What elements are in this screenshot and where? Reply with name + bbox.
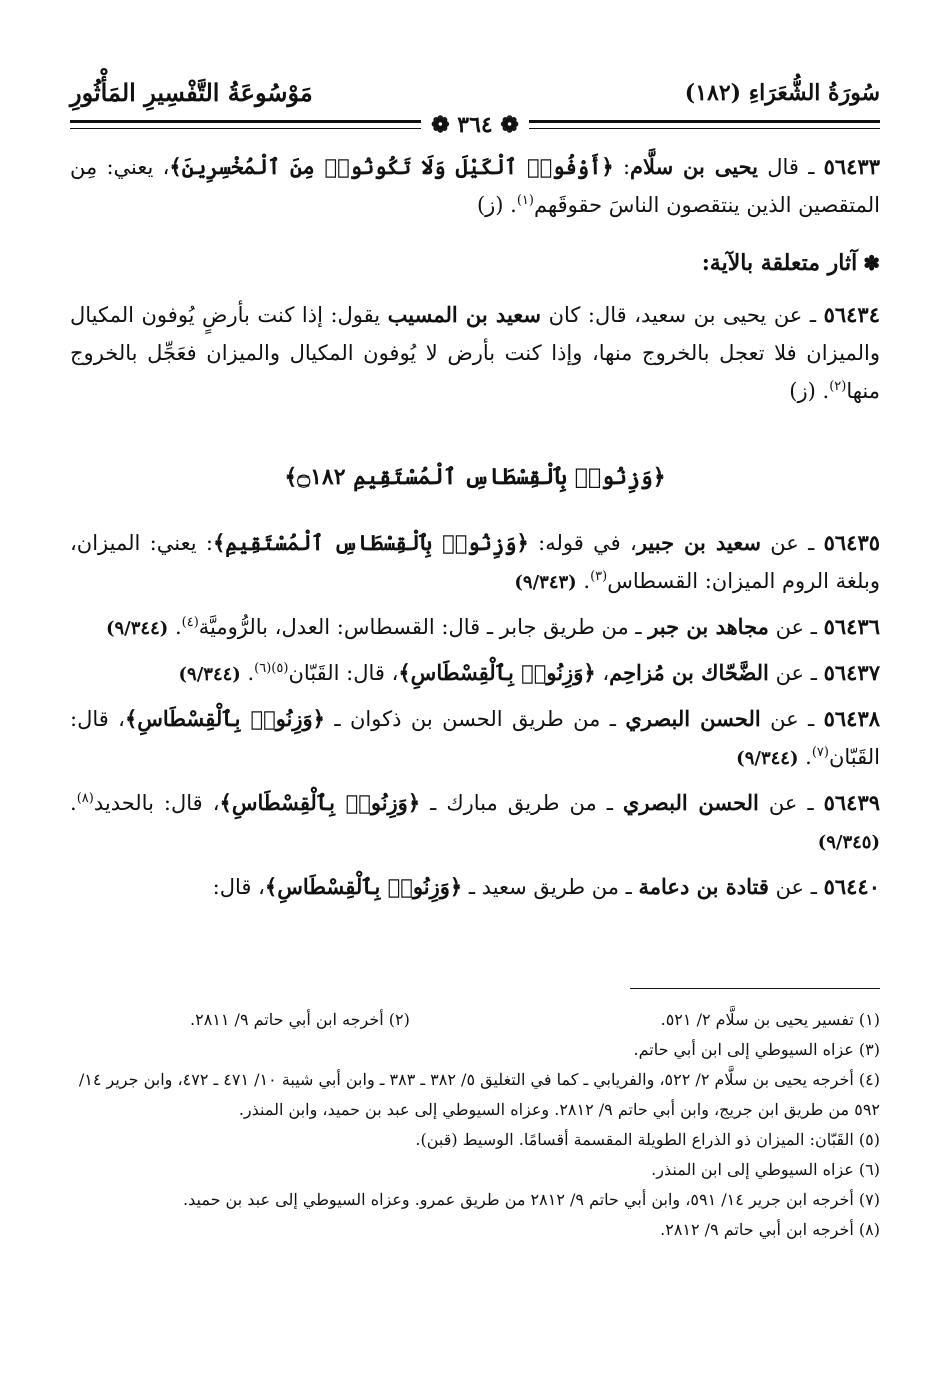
footnote-separator [630, 988, 880, 989]
entry-5434 [70, 296, 880, 410]
footnote-6: (٦) عزاه السيوطي إلى ابن المنذر. [651, 1160, 880, 1179]
entry-text: ـ عن [760, 531, 824, 555]
quran-quote: ﴿وَزِنُوا۟ بِٱلْقِسْطَاسِ﴾ [219, 790, 421, 815]
volume-reference: (٩/٣٤٥) [817, 832, 880, 853]
entry-text: . [576, 569, 591, 593]
entry-text: ـ من طريق سعيد ـ [462, 875, 639, 899]
entry-5435 [70, 524, 880, 602]
footnote-4: (٤) أخرجه يحيى بن سلَّام ٢/ ٥٢٢، والفريابي ـ كما في التغليق ٥/ ٣٨٢ ـ ٣٨٣ ـ وابن أبي شيبة ١٠/ ٤٧١ ـ ٤٧٢، وابن جرير ١٤/ ٥٩٢ من طريق ابن جريج، وابن أبي حاتم ٩/ ٢٨١٢. وعزاه السيوطي إلى عبد بن حميد، وابن المنذر. [78, 1070, 880, 1119]
entry-number: ٥٦٤٣٦ [823, 614, 880, 639]
footnote-5: (٥) القَبّان: الميزان ذو الذراع الطويلة المقسمة أقسامًا. الوسيط (قبن). [415, 1130, 880, 1149]
quran-quote: ﴿أَوْفُوا۟ ٱلْكَيْلَ وَلَا تَكُونُوا۟ مِنَ ٱلْمُخْسِرِينَ﴾ [169, 154, 614, 179]
narrator-name: الضَّحّاك بن مُزاحِم [609, 660, 769, 685]
entry-text: ـ من طريق مبارك ـ [420, 791, 623, 815]
volume-reference: (٩/٣٤٤) [178, 664, 241, 685]
entry-number: ٥٦٤٣٧ [823, 660, 880, 685]
footnote-marker[interactable]: (٥)(٦) [254, 661, 289, 676]
narrator-name: مجاهد بن جبر [648, 614, 769, 639]
volume-reference: (٩/٣٤٤) [736, 748, 799, 769]
entry-number: ٥٦٤٣٨ [823, 706, 881, 731]
footnote-1: (١) تفسير يحيى بن سلَّام ٢/ ٥٢١. [660, 1010, 880, 1029]
footnote-marker[interactable]: (٣) [590, 569, 608, 584]
quran-quote: ﴿وَزِنُوا۟ بِٱلْقِسْطَاسِ﴾ [264, 874, 463, 899]
narrator-name: الحسن البصري [625, 706, 761, 731]
entry-text: : يعني: الميزان، وبلغة الروم الميزان: القسطاس [70, 531, 880, 593]
quran-quote: ﴿وَزِنُوا۟ بِٱلْقِسْطَاسِ﴾ [124, 706, 325, 731]
footnote-3: (٣) عزاه السيوطي إلى ابن أبي حاتم. [633, 1040, 880, 1059]
entry-text: ـ عن [768, 661, 824, 685]
entry-text: ـ قال [758, 155, 824, 179]
ayah-heading: ﴿وَزِنُوا۟ بِٱلْقِسْطَاسِ ٱلْمُسْتَقِيمِ ۝١٨٢﴾ [284, 464, 666, 490]
footnote-marker[interactable]: (١) [516, 193, 534, 208]
footnote-marker[interactable]: (٧) [811, 745, 829, 760]
volume-reference: (٩/٣٤٤) [105, 618, 169, 639]
entry-text: . (ز) [476, 193, 517, 217]
footnote-marker[interactable]: (٤) [181, 615, 199, 630]
narrator-name: سعيد بن جبير [636, 530, 761, 555]
footnote-8: (٨) أخرجه ابن أبي حاتم ٩/ ٢٨١٢. [660, 1220, 880, 1239]
entry-text: ـ من طريق الحسن بن ذكوان ـ [324, 707, 626, 731]
entry-5437 [70, 654, 880, 694]
entry-5436 [70, 608, 880, 648]
section-heading [70, 244, 880, 282]
page-header [70, 72, 880, 138]
narrator-name: الحسن البصري [622, 790, 759, 815]
entry-number: ٥٦٤٤٠ [823, 874, 880, 899]
entry-text: ـ عن يحيى بن سعيد، قال: كان [541, 303, 824, 327]
entry-number: ٥٦٤٣٥ [823, 530, 881, 555]
entry-text: . [168, 615, 182, 639]
entry-text: ، في قوله: [528, 531, 637, 555]
entry-text: ، قال: القَبّان [288, 661, 399, 685]
entry-number: ٥٦٤٣٩ [823, 790, 881, 815]
footnote-marker[interactable]: (٨) [76, 791, 94, 806]
entry-text: . [798, 745, 812, 769]
entry-5438 [70, 700, 880, 778]
book-title: مَوْسُوعَةُ التَّفْسِيرِ المَأْثُورِ [70, 78, 313, 107]
entry-text: ـ عن [758, 791, 824, 815]
entry-text: . [70, 791, 77, 815]
entry-text: : [613, 155, 631, 179]
entry-text: . (ز) [789, 379, 830, 403]
entry-text: ، يعني: مِن المتقصين الذين ينتقصون الناسَ حقوقَهم [70, 155, 880, 217]
entry-5439 [70, 784, 880, 862]
footnote-7: (٧) أخرجه ابن جرير ١٤/ ٥٩١، وابن أبي حاتم ٩/ ٢٨١٢ من طريق عمرو. وعزاه السيوطي إلى عبد بن حميد. [183, 1190, 880, 1209]
entry-5433 [70, 148, 880, 224]
entry-number: ٥٦٤٣٤ [823, 302, 880, 327]
entry-text: ، قال: بالحديد [93, 791, 220, 815]
entry-5440 [70, 868, 880, 906]
entry-text: ، قال: [212, 875, 265, 899]
entry-number: ٥٦٤٣٣ [823, 154, 880, 179]
entry-text: ـ عن [760, 707, 824, 731]
narrator-name: قتادة بن دعامة [638, 874, 769, 899]
document-page [70, 60, 880, 1360]
main-text [70, 148, 880, 912]
flower-icon: ✽ [863, 251, 880, 275]
entry-text: ، [595, 661, 610, 685]
surah-title: سُورَةُ الشُّعَرَاءِ (١٨٢) [684, 80, 880, 106]
page-number: ❁ ٣٦٤ ❁ [421, 112, 529, 138]
footnote-2: (٢) أخرجه ابن أبي حاتم ٩/ ٢٨١١. [190, 1010, 410, 1029]
entry-text: . [240, 661, 255, 685]
quran-quote: ﴿وَزِنُوا۟ بِٱلْقِسْطَاسِ﴾ [398, 660, 596, 685]
entry-text: ، قال: القَبّان [70, 707, 880, 769]
entry-text: ـ عن [768, 615, 824, 639]
entry-text: ـ من طريق جابر ـ قال: القسطاس: العدل، بالرُّوميَّة [198, 615, 649, 639]
quran-quote: ﴿وَزِنُوا۟ بِٱلْقِسْطَاسِ ٱلْمُسْتَقِيمِ﴾ [212, 530, 529, 555]
entry-text: ـ عن [768, 875, 824, 899]
footnote-marker[interactable]: (٢) [829, 379, 847, 394]
volume-reference: (٩/٣٤٣) [514, 572, 577, 593]
footnotes [70, 1005, 880, 1245]
narrator-name: سعيد بن المسيب [387, 302, 542, 327]
narrator-name: يحيى بن سلَّام [630, 154, 759, 179]
section-title: آثار متعلقة بالآية: [701, 250, 858, 276]
entry-text: يقول: إذا كنت بأرضٍ يُوفون المكيال والميزان فلا تعجل بالخروج منها، وإذا كنت بأرض لا يُوفون المكيال والميزان فعَجِّل بالخروج منها [70, 303, 880, 403]
